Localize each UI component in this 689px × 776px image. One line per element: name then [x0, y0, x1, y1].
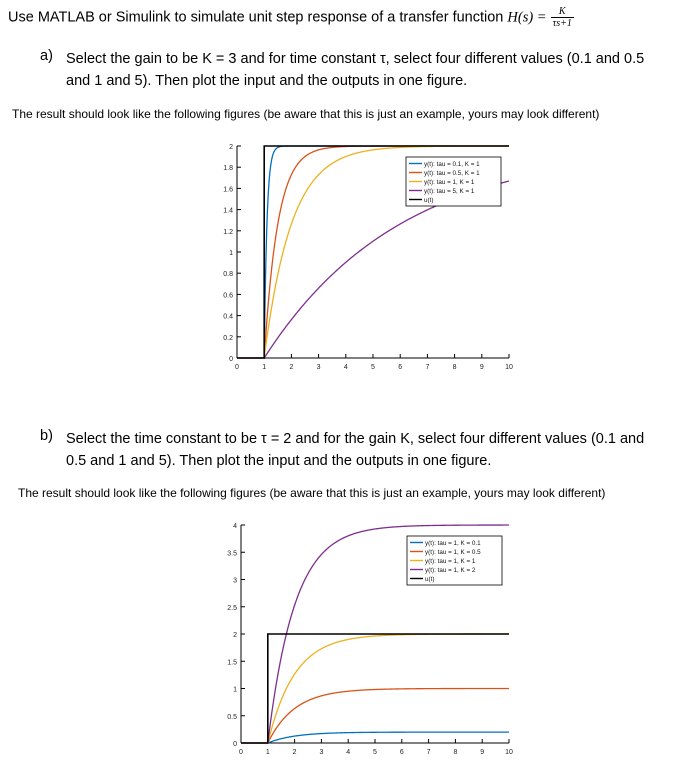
tf-numerator: K — [551, 6, 574, 18]
x-tick-label: 0 — [235, 364, 239, 371]
x-tick-label: 1 — [265, 749, 270, 756]
part-a-line2: and 1 and 5). Then plot the input and the outputs in one figure. — [66, 73, 468, 89]
legend-label: y(t): tau = 0.1, K = 1 — [424, 161, 480, 168]
note-b: The result should look like the following figures (be aware that this is just an example, yours may look different) — [18, 486, 606, 500]
y-tick-label: 0 — [233, 741, 237, 748]
chart-b — [0, 515, 689, 776]
x-tick-label: 10 — [505, 364, 513, 371]
legend-label: y(t): tau = 1, K = 1 — [424, 179, 475, 186]
part-a-line1: Select the gain to be K = 3 and for time constant τ, select four different values (0.1 and 0.5 — [66, 51, 645, 67]
y-tick-label: 4 — [233, 523, 237, 530]
y-tick-label: 1.4 — [223, 207, 233, 215]
x-tick-label: 5 — [371, 364, 375, 371]
x-tick-label: 1 — [262, 364, 267, 371]
x-tick-label: 2 — [289, 364, 294, 371]
series-line — [241, 689, 509, 743]
y-tick-label: 3.5 — [227, 550, 237, 558]
x-tick-label: 9 — [480, 749, 485, 756]
x-tick-label: 9 — [479, 364, 484, 371]
question-prefix: Use MATLAB or Simulink to simulate unit step response of a transfer function — [8, 9, 508, 26]
y-tick-label: 1 — [229, 250, 233, 257]
y-tick-label: 1.6 — [223, 186, 233, 194]
transfer-function-fraction — [551, 6, 574, 29]
x-tick-label: 3 — [319, 749, 324, 756]
part-a-text — [66, 48, 686, 92]
part-b-line2: 0.5 and 1 and 5). Then plot the input and the outputs in one figure. — [66, 453, 492, 469]
x-tick-label: 2 — [292, 749, 297, 756]
y-tick-label: 2.5 — [227, 604, 237, 612]
part-b-text — [66, 428, 686, 472]
part-a-label: a) — [40, 48, 53, 64]
legend-label: y(t): tau = 0.5, K = 1 — [424, 170, 480, 177]
y-tick-label: 2 — [229, 144, 233, 151]
part-b-line1: Select the time constant to be τ = 2 and for the gain K, select four different values (0.1 and — [66, 431, 645, 447]
x-tick-label: 0 — [239, 749, 243, 756]
y-tick-label: 1.5 — [227, 659, 237, 667]
y-tick-label: 1.2 — [223, 228, 233, 236]
x-tick-label: 8 — [452, 364, 457, 371]
legend-label: y(t): tau = 1, K = 0.1 — [425, 540, 481, 547]
x-tick-label: 7 — [426, 749, 431, 756]
tf-denominator: τs+1 — [552, 18, 572, 29]
chart-a — [0, 130, 689, 390]
legend-label: u(t) — [424, 197, 434, 204]
x-tick-label: 8 — [453, 749, 458, 756]
y-tick-label: 0.2 — [223, 334, 233, 342]
legend-label: y(t): tau = 1, K = 1 — [425, 558, 476, 565]
transfer-function-lhs: H(s) = — [507, 9, 547, 26]
x-tick-label: 4 — [346, 749, 351, 756]
y-tick-label: 0.5 — [227, 713, 237, 721]
question-text — [8, 6, 574, 29]
series-line — [237, 181, 509, 358]
part-b-label: b) — [40, 428, 53, 444]
legend-label: y(t): tau = 1, K = 0.5 — [425, 549, 481, 556]
note-a: The result should look like the following figures (be aware that this is just an example, yours may look different) — [12, 107, 600, 121]
y-tick-label: 2 — [233, 632, 237, 639]
y-tick-label: 1 — [233, 686, 237, 694]
x-tick-label: 3 — [316, 364, 321, 371]
x-tick-label: 6 — [398, 364, 403, 371]
x-tick-label: 4 — [343, 364, 348, 371]
legend-label: u(t) — [425, 576, 435, 583]
y-tick-label: 0 — [229, 356, 233, 363]
y-tick-label: 3 — [233, 577, 237, 585]
y-tick-label: 0.4 — [223, 313, 233, 321]
legend-label: y(t): tau = 1, K = 2 — [425, 567, 476, 574]
x-tick-label: 7 — [425, 364, 430, 371]
x-tick-label: 10 — [505, 749, 513, 756]
y-tick-label: 1.8 — [223, 165, 233, 173]
x-tick-label: 6 — [399, 749, 404, 756]
legend-label: y(t): tau = 5, K = 1 — [424, 188, 475, 195]
x-tick-label: 5 — [373, 749, 377, 756]
y-tick-label: 0.6 — [223, 292, 233, 300]
y-tick-label: 0.8 — [223, 271, 233, 279]
